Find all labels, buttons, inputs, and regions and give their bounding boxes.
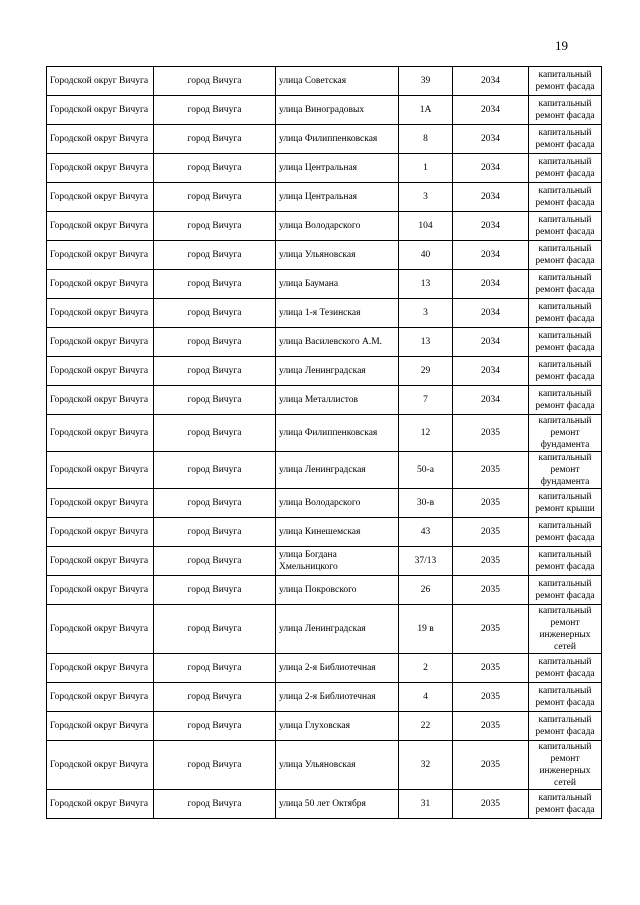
table-row	[47, 741, 602, 790]
settlement-cell: город Вичуга	[154, 654, 276, 683]
work-type-cell: капитальный ремонт фасада	[529, 683, 602, 712]
table-row	[47, 357, 602, 386]
house-number-cell: 37/13	[399, 547, 453, 576]
table-row	[47, 489, 602, 518]
settlement-cell: город Вичуга	[154, 212, 276, 241]
work-type-cell: капитальный ремонт фасада	[529, 67, 602, 96]
municipality-cell: Городской округ Вичуга	[47, 518, 154, 547]
settlement-cell: город Вичуга	[154, 452, 276, 489]
street-cell: улица Центральная	[276, 154, 399, 183]
municipality-cell: Городской округ Вичуга	[47, 386, 154, 415]
street-cell: улица Володарского	[276, 212, 399, 241]
municipality-cell: Городской округ Вичуга	[47, 67, 154, 96]
settlement-cell: город Вичуга	[154, 183, 276, 212]
house-number-cell: 22	[399, 712, 453, 741]
work-type-cell: капитальный ремонт фасада	[529, 518, 602, 547]
house-number-cell: 32	[399, 741, 453, 790]
work-type-cell: капитальный ремонт фасада	[529, 212, 602, 241]
table-row	[47, 712, 602, 741]
municipality-cell: Городской округ Вичуга	[47, 212, 154, 241]
table-row	[47, 125, 602, 154]
street-cell: улица Металлистов	[276, 386, 399, 415]
year-cell: 2035	[453, 547, 529, 576]
work-type-cell: капитальный ремонт инженерных сетей	[529, 741, 602, 790]
settlement-cell: город Вичуга	[154, 415, 276, 452]
year-cell: 2035	[453, 518, 529, 547]
street-cell: улица 2-я Библиотечная	[276, 654, 399, 683]
table-body	[47, 67, 602, 819]
house-number-cell: 13	[399, 270, 453, 299]
year-cell: 2034	[453, 96, 529, 125]
municipality-cell: Городской округ Вичуга	[47, 452, 154, 489]
municipality-cell: Городской округ Вичуга	[47, 547, 154, 576]
table-row	[47, 576, 602, 605]
street-cell: улица Ульяновская	[276, 241, 399, 270]
settlement-cell: город Вичуга	[154, 790, 276, 819]
municipality-cell: Городской округ Вичуга	[47, 712, 154, 741]
municipality-cell: Городской округ Вичуга	[47, 96, 154, 125]
settlement-cell: город Вичуга	[154, 154, 276, 183]
municipality-cell: Городской округ Вичуга	[47, 415, 154, 452]
municipality-cell: Городской округ Вичуга	[47, 328, 154, 357]
settlement-cell: город Вичуга	[154, 605, 276, 654]
year-cell: 2034	[453, 241, 529, 270]
municipality-cell: Городской округ Вичуга	[47, 683, 154, 712]
year-cell: 2034	[453, 212, 529, 241]
year-cell: 2035	[453, 654, 529, 683]
work-type-cell: капитальный ремонт фасада	[529, 328, 602, 357]
street-cell: улица Богдана Хмельницкого	[276, 547, 399, 576]
table-row	[47, 654, 602, 683]
municipality-cell: Городской округ Вичуга	[47, 654, 154, 683]
table-row	[47, 299, 602, 328]
table-row	[47, 518, 602, 547]
work-type-cell: капитальный ремонт фасада	[529, 125, 602, 154]
table-row	[47, 452, 602, 489]
house-number-cell: 4	[399, 683, 453, 712]
settlement-cell: город Вичуга	[154, 299, 276, 328]
table-row	[47, 415, 602, 452]
house-number-cell: 19 в	[399, 605, 453, 654]
municipality-cell: Городской округ Вичуга	[47, 576, 154, 605]
municipality-cell: Городской округ Вичуга	[47, 299, 154, 328]
table-row	[47, 183, 602, 212]
work-type-cell: капитальный ремонт фасада	[529, 547, 602, 576]
settlement-cell: город Вичуга	[154, 712, 276, 741]
year-cell: 2035	[453, 415, 529, 452]
table-row	[47, 605, 602, 654]
municipality-cell: Городской округ Вичуга	[47, 605, 154, 654]
street-cell: улица Василевского А.М.	[276, 328, 399, 357]
municipality-cell: Городской округ Вичуга	[47, 270, 154, 299]
year-cell: 2034	[453, 183, 529, 212]
house-number-cell: 30-в	[399, 489, 453, 518]
table-row	[47, 241, 602, 270]
municipality-cell: Городской округ Вичуга	[47, 489, 154, 518]
street-cell: улица Баумана	[276, 270, 399, 299]
work-type-cell: капитальный ремонт инженерных сетей	[529, 605, 602, 654]
house-number-cell: 3	[399, 183, 453, 212]
house-number-cell: 7	[399, 386, 453, 415]
settlement-cell: город Вичуга	[154, 67, 276, 96]
house-number-cell: 1	[399, 154, 453, 183]
work-type-cell: капитальный ремонт фундамента	[529, 452, 602, 489]
municipality-cell: Городской округ Вичуга	[47, 183, 154, 212]
street-cell: улица Центральная	[276, 183, 399, 212]
table-row	[47, 96, 602, 125]
municipality-cell: Городской округ Вичуга	[47, 741, 154, 790]
settlement-cell: город Вичуга	[154, 683, 276, 712]
repair-schedule-table	[46, 66, 602, 819]
street-cell: улица Ленинградская	[276, 605, 399, 654]
year-cell: 2035	[453, 741, 529, 790]
house-number-cell: 13	[399, 328, 453, 357]
street-cell: улица 50 лет Октября	[276, 790, 399, 819]
house-number-cell: 40	[399, 241, 453, 270]
municipality-cell: Городской округ Вичуга	[47, 357, 154, 386]
house-number-cell: 104	[399, 212, 453, 241]
work-type-cell: капитальный ремонт фасада	[529, 357, 602, 386]
municipality-cell: Городской округ Вичуга	[47, 125, 154, 154]
settlement-cell: город Вичуга	[154, 576, 276, 605]
house-number-cell: 43	[399, 518, 453, 547]
street-cell: улица 1-я Тезинская	[276, 299, 399, 328]
settlement-cell: город Вичуга	[154, 518, 276, 547]
work-type-cell: капитальный ремонт фасада	[529, 790, 602, 819]
table-row	[47, 212, 602, 241]
settlement-cell: город Вичуга	[154, 547, 276, 576]
table-row	[47, 683, 602, 712]
work-type-cell: капитальный ремонт крыши	[529, 489, 602, 518]
street-cell: улица Володарского	[276, 489, 399, 518]
work-type-cell: капитальный ремонт фасада	[529, 386, 602, 415]
municipality-cell: Городской округ Вичуга	[47, 790, 154, 819]
house-number-cell: 50-а	[399, 452, 453, 489]
house-number-cell: 8	[399, 125, 453, 154]
settlement-cell: город Вичуга	[154, 125, 276, 154]
year-cell: 2035	[453, 790, 529, 819]
municipality-cell: Городской округ Вичуга	[47, 154, 154, 183]
settlement-cell: город Вичуга	[154, 741, 276, 790]
house-number-cell: 3	[399, 299, 453, 328]
settlement-cell: город Вичуга	[154, 96, 276, 125]
work-type-cell: капитальный ремонт фасада	[529, 270, 602, 299]
work-type-cell: капитальный ремонт фасада	[529, 299, 602, 328]
year-cell: 2035	[453, 452, 529, 489]
table-row	[47, 547, 602, 576]
street-cell: улица Ленинградская	[276, 357, 399, 386]
settlement-cell: город Вичуга	[154, 489, 276, 518]
table-row	[47, 67, 602, 96]
year-cell: 2034	[453, 154, 529, 183]
year-cell: 2034	[453, 299, 529, 328]
street-cell: улица Покровского	[276, 576, 399, 605]
year-cell: 2035	[453, 712, 529, 741]
street-cell: улица Ленинградская	[276, 452, 399, 489]
year-cell: 2035	[453, 605, 529, 654]
work-type-cell: капитальный ремонт фасада	[529, 154, 602, 183]
work-type-cell: капитальный ремонт фасада	[529, 576, 602, 605]
work-type-cell: капитальный ремонт фасада	[529, 712, 602, 741]
year-cell: 2034	[453, 125, 529, 154]
work-type-cell: капитальный ремонт фасада	[529, 241, 602, 270]
year-cell: 2035	[453, 683, 529, 712]
settlement-cell: город Вичуга	[154, 328, 276, 357]
house-number-cell: 26	[399, 576, 453, 605]
work-type-cell: капитальный ремонт фасада	[529, 654, 602, 683]
house-number-cell: 29	[399, 357, 453, 386]
page-number: 19	[555, 38, 568, 53]
street-cell: улица Ульяновская	[276, 741, 399, 790]
house-number-cell: 31	[399, 790, 453, 819]
street-cell: улица Глуховская	[276, 712, 399, 741]
table-row	[47, 386, 602, 415]
work-type-cell: капитальный ремонт фундамента	[529, 415, 602, 452]
work-type-cell: капитальный ремонт фасада	[529, 96, 602, 125]
year-cell: 2035	[453, 576, 529, 605]
settlement-cell: город Вичуга	[154, 357, 276, 386]
table-row	[47, 790, 602, 819]
municipality-cell: Городской округ Вичуга	[47, 241, 154, 270]
table-row	[47, 270, 602, 299]
settlement-cell: город Вичуга	[154, 386, 276, 415]
year-cell: 2034	[453, 357, 529, 386]
year-cell: 2034	[453, 270, 529, 299]
table-row	[47, 328, 602, 357]
table-row	[47, 154, 602, 183]
year-cell: 2034	[453, 386, 529, 415]
street-cell: улица Кинешемская	[276, 518, 399, 547]
street-cell: улица Филиппенковская	[276, 415, 399, 452]
street-cell: улица 2-я Библиотечная	[276, 683, 399, 712]
year-cell: 2034	[453, 67, 529, 96]
street-cell: улица Советская	[276, 67, 399, 96]
settlement-cell: город Вичуга	[154, 270, 276, 299]
work-type-cell: капитальный ремонт фасада	[529, 183, 602, 212]
house-number-cell: 1А	[399, 96, 453, 125]
house-number-cell: 2	[399, 654, 453, 683]
house-number-cell: 39	[399, 67, 453, 96]
settlement-cell: город Вичуга	[154, 241, 276, 270]
street-cell: улица Виноградовых	[276, 96, 399, 125]
house-number-cell: 12	[399, 415, 453, 452]
year-cell: 2034	[453, 328, 529, 357]
street-cell: улица Филиппенковская	[276, 125, 399, 154]
year-cell: 2035	[453, 489, 529, 518]
